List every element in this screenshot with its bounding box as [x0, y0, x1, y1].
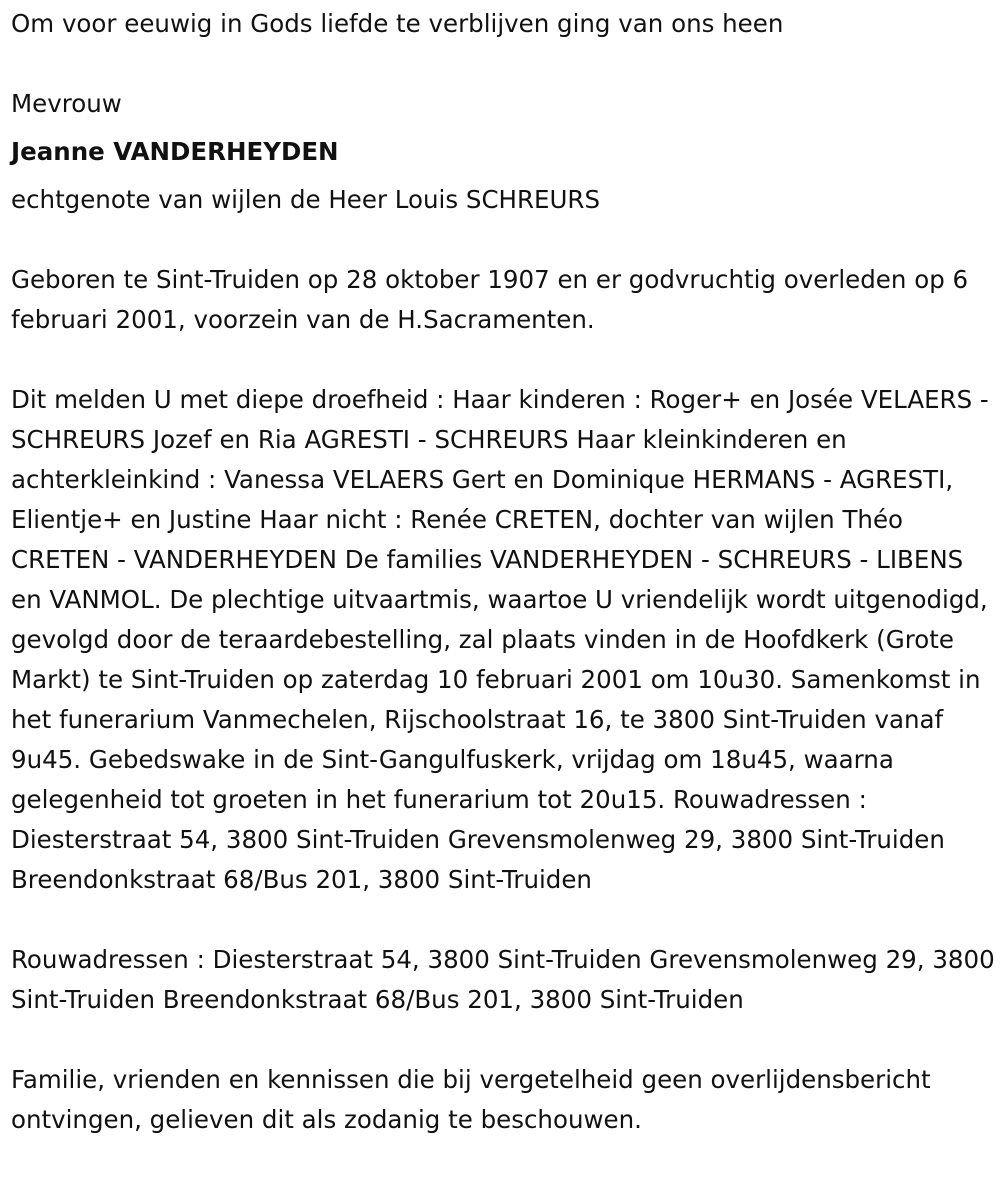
deceased-name: Jeanne VANDERHEYDEN — [11, 137, 339, 166]
spouse-line: echtgenote van wijlen de Heer Louis SCHREURS — [11, 185, 600, 214]
announcement-paragraph: Dit melden U met diepe droefheid : Haar kinderen : Roger+ en Josée VELAERS - SCHREURS Jozef en Ria AGRESTI - SCHREURS Haar kleinkinderen en achterkleinkind : Vanessa VELAERS Gert en Dominique HERMANS - AGRESTI, Elientje+ en Justine Haar nicht : Renée CRETEN, dochter van wijlen Théo CRETEN - VANDERHEYDEN De families VANDERHEYDEN - SCHREURS - LIBENS en VANMOL. De plechtige uitvaartmis, waartoe U vriendelijk wordt uitgenodigd, gevolgd door de teraardebestelling, zal plaats vinden in de Hoofdkerk (Grote Markt) te Sint-Truiden op zaterdag 10 februari 2001 om 10u30. Samenkomst in het funerarium Vanmechelen, Rijschoolstraat 16, te 3800 Sint-Truiden vanaf 9u45. Gebedswake in de Sint-Gangulfuskerk, vrijdag om 18u45, waarna gelegenheid tot groeten in het funerarium tot 20u15. Rouwadressen : Diesterstraat 54, 3800 Sint-Truiden Grevensmolenweg 29, 3800 Sint-Truiden Breendonkstraat 68/Bus 201, 3800 Sint-Truiden — [11, 385, 989, 894]
birth-death-paragraph: Geboren te Sint-Truiden op 28 oktober 1907 en er godvruchtig overleden op 6 februari 2001, voorzein van de H.Sacramenten. — [11, 265, 969, 334]
family-note-paragraph: Familie, vrienden en kennissen die bij vergetelheid geen overlijdensbericht ontvingen, gelieven dit als zodanig te beschouwen. — [11, 1065, 931, 1134]
mourning-addresses-paragraph: Rouwadressen : Diesterstraat 54, 3800 Sint-Truiden Grevensmolenweg 29, 3800 Sint-Truiden Breendonkstraat 68/Bus 201, 3800 Sint-Truiden — [11, 945, 995, 1014]
honorific-title: Mevrouw — [11, 89, 122, 118]
intro-line: Om voor eeuwig in Gods liefde te verblijven ging van ons heen — [11, 9, 784, 38]
